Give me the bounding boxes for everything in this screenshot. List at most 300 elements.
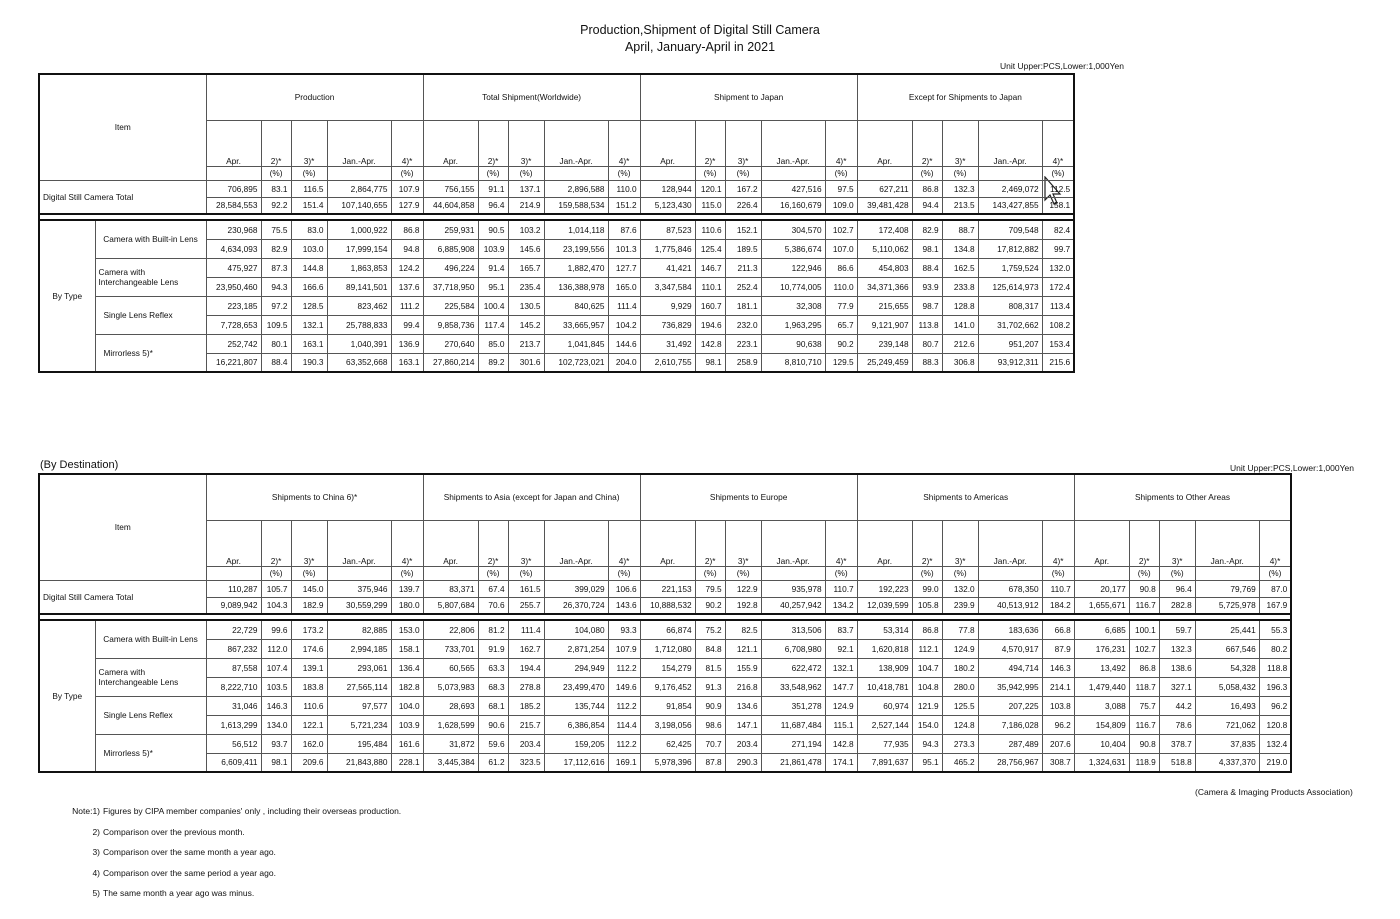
data-cell: 159,588,534 <box>544 197 608 214</box>
blank-header <box>978 166 1042 180</box>
data-cell: 28,756,967 <box>978 753 1042 772</box>
data-cell: 16,160,679 <box>761 197 825 214</box>
data-cell: 83,371 <box>423 580 478 597</box>
note-number: Note:1) <box>72 806 100 816</box>
data-cell: 145.2 <box>508 315 544 334</box>
data-cell: 230,968 <box>206 220 261 239</box>
page-title: Production,Shipment of Digital Still Camera <box>580 23 820 37</box>
col-janapr-header: Jan.-Apr. <box>327 120 391 166</box>
data-cell: 145.6 <box>508 239 544 258</box>
data-cell: 4,570,917 <box>978 639 1042 658</box>
data-cell: 152.1 <box>725 220 761 239</box>
data-cell: 109.5 <box>261 315 291 334</box>
data-cell: 167.2 <box>725 180 761 197</box>
data-cell: 98.1 <box>912 239 942 258</box>
data-cell: 27,860,214 <box>423 353 478 372</box>
data-cell: 4,337,370 <box>1195 753 1259 772</box>
data-cell: 142.8 <box>695 334 725 353</box>
data-cell: 9,089,942 <box>206 597 261 614</box>
data-cell: 221,153 <box>640 580 695 597</box>
data-cell: 5,058,432 <box>1195 677 1259 696</box>
data-cell: 139.1 <box>291 658 327 677</box>
data-cell: 63.3 <box>478 658 508 677</box>
data-cell: 104.8 <box>912 677 942 696</box>
type-row-label: Single Lens Reflex <box>95 296 206 334</box>
data-cell: 1,620,818 <box>857 639 912 658</box>
data-cell: 1,775,846 <box>640 239 695 258</box>
data-cell: 132.0 <box>1042 258 1074 277</box>
pct-header: (%) <box>825 566 857 580</box>
table-row <box>39 658 1291 677</box>
note-text: Comparison over the same month a year ago. <box>103 847 276 857</box>
data-cell: 273.3 <box>942 734 978 753</box>
data-cell: 196.3 <box>1259 677 1291 696</box>
data-cell: 23,950,460 <box>206 277 261 296</box>
data-cell: 518.8 <box>1159 753 1195 772</box>
data-cell: 165.7 <box>508 258 544 277</box>
data-cell: 53,314 <box>857 620 912 639</box>
col-janapr-header: Jan.-Apr. <box>761 120 825 166</box>
data-cell: 203.4 <box>508 734 544 753</box>
col-4-header: 4)* <box>1259 520 1291 566</box>
type-row-label: Camera with Built-in Lens <box>95 620 206 658</box>
pct-header: (%) <box>695 566 725 580</box>
page-subtitle: April, January-April in 2021 <box>624 40 776 54</box>
data-cell: 87.0 <box>1259 580 1291 597</box>
data-cell: 280.0 <box>942 677 978 696</box>
data-cell: 96.4 <box>1159 580 1195 597</box>
data-cell: 110.7 <box>1042 580 1074 597</box>
unit-note-1: Unit Upper:PCS,Lower:1,000Yen <box>1000 61 1124 71</box>
pct-header: (%) <box>1042 566 1074 580</box>
data-cell: 93,912,311 <box>978 353 1042 372</box>
pct-header: (%) <box>695 166 725 180</box>
data-cell: 93.7 <box>261 734 291 753</box>
blank-header <box>327 166 391 180</box>
data-cell: 182.8 <box>391 677 423 696</box>
data-cell: 111.2 <box>391 296 423 315</box>
data-cell: 112.0 <box>261 639 291 658</box>
group-header: Total Shipment(Worldwide) <box>423 74 640 120</box>
data-cell: 40,513,912 <box>978 597 1042 614</box>
group-header: Shipment to Japan <box>640 74 857 120</box>
data-cell: 166.6 <box>291 277 327 296</box>
data-cell: 11,687,484 <box>761 715 825 734</box>
data-cell: 79.5 <box>695 580 725 597</box>
blank-header <box>544 166 608 180</box>
data-cell: 154,809 <box>1074 715 1129 734</box>
data-cell: 378.7 <box>1159 734 1195 753</box>
data-cell: 98.1 <box>695 353 725 372</box>
data-cell: 121.1 <box>725 639 761 658</box>
data-cell: 90.2 <box>825 334 857 353</box>
col-2-header: 2)* <box>1129 520 1159 566</box>
data-cell: 16,221,807 <box>206 353 261 372</box>
data-cell: 90.8 <box>1129 734 1159 753</box>
data-cell: 9,858,736 <box>423 315 478 334</box>
data-cell: 145.0 <box>291 580 327 597</box>
data-cell: 110.6 <box>695 220 725 239</box>
data-cell: 135,744 <box>544 696 608 715</box>
data-cell: 124.8 <box>942 715 978 734</box>
data-cell: 104.0 <box>391 696 423 715</box>
data-cell: 80.7 <box>912 334 942 353</box>
data-cell: 6,885,908 <box>423 239 478 258</box>
data-cell: 112.2 <box>608 734 640 753</box>
data-cell: 86.8 <box>912 180 942 197</box>
data-cell: 44,604,858 <box>423 197 478 214</box>
data-cell: 721,062 <box>1195 715 1259 734</box>
pct-header: (%) <box>1042 166 1074 180</box>
blank-header <box>423 166 478 180</box>
data-cell: 138.6 <box>1159 658 1195 677</box>
data-cell: 1,655,671 <box>1074 597 1129 614</box>
data-cell: 235.4 <box>508 277 544 296</box>
data-cell: 86.8 <box>912 620 942 639</box>
data-cell: 40,257,942 <box>761 597 825 614</box>
data-cell: 136.9 <box>391 334 423 353</box>
note-item <box>62 868 276 878</box>
data-cell: 97,577 <box>327 696 391 715</box>
data-cell: 120.1 <box>695 180 725 197</box>
data-cell: 1,041,845 <box>544 334 608 353</box>
col-apr-header: Apr. <box>1074 520 1129 566</box>
association-footer: (Camera & Imaging Products Association) <box>1195 787 1353 797</box>
blank-header <box>544 566 608 580</box>
data-cell: 5,110,062 <box>857 239 912 258</box>
data-cell: 87.6 <box>608 220 640 239</box>
data-cell: 89,141,501 <box>327 277 391 296</box>
data-cell: 107.9 <box>391 180 423 197</box>
data-cell: 233.8 <box>942 277 978 296</box>
blank-header <box>206 566 261 580</box>
data-cell: 16,493 <box>1195 696 1259 715</box>
data-cell: 494,714 <box>978 658 1042 677</box>
data-cell: 91.4 <box>478 258 508 277</box>
data-cell: 270,640 <box>423 334 478 353</box>
data-cell: 103.0 <box>291 239 327 258</box>
data-cell: 207.6 <box>1042 734 1074 753</box>
data-cell: 55.3 <box>1259 620 1291 639</box>
data-cell: 143,427,855 <box>978 197 1042 214</box>
data-cell: 1,963,295 <box>761 315 825 334</box>
data-cell: 1,040,391 <box>327 334 391 353</box>
table-row <box>39 620 1291 639</box>
data-cell: 1,712,080 <box>640 639 695 658</box>
data-cell: 6,708,980 <box>761 639 825 658</box>
data-cell: 87.3 <box>261 258 291 277</box>
table-row <box>39 334 1074 353</box>
col-janapr-header: Jan.-Apr. <box>761 520 825 566</box>
data-cell: 79,769 <box>1195 580 1259 597</box>
pct-header: (%) <box>261 566 291 580</box>
data-cell: 132.4 <box>1259 734 1291 753</box>
data-cell: 823,462 <box>327 296 391 315</box>
data-cell: 118.7 <box>1129 677 1159 696</box>
pct-header: (%) <box>508 566 544 580</box>
data-cell: 180.0 <box>391 597 423 614</box>
data-cell: 8,222,710 <box>206 677 261 696</box>
data-cell: 12,039,599 <box>857 597 912 614</box>
data-cell: 169.1 <box>608 753 640 772</box>
data-cell: 39,481,428 <box>857 197 912 214</box>
data-cell: 5,807,684 <box>423 597 478 614</box>
data-cell: 1,759,524 <box>978 258 1042 277</box>
data-cell: 146.7 <box>695 258 725 277</box>
data-cell: 189.5 <box>725 239 761 258</box>
data-cell: 255.7 <box>508 597 544 614</box>
data-cell: 194.6 <box>695 315 725 334</box>
data-cell: 127.9 <box>391 197 423 214</box>
data-cell: 59.6 <box>478 734 508 753</box>
blank-header <box>761 166 825 180</box>
data-cell: 70.6 <box>478 597 508 614</box>
data-cell: 6,609,411 <box>206 753 261 772</box>
data-cell: 31,492 <box>640 334 695 353</box>
data-cell: 282.8 <box>1159 597 1195 614</box>
col-2-header: 2)* <box>912 520 942 566</box>
data-cell: 4,634,093 <box>206 239 261 258</box>
data-cell: 111.4 <box>608 296 640 315</box>
pct-header: (%) <box>291 566 327 580</box>
data-cell: 10,888,532 <box>640 597 695 614</box>
data-cell: 137.1 <box>508 180 544 197</box>
data-cell: 17,112,616 <box>544 753 608 772</box>
data-cell: 667,546 <box>1195 639 1259 658</box>
data-cell: 96.4 <box>478 197 508 214</box>
data-cell: 935,978 <box>761 580 825 597</box>
data-cell: 167.9 <box>1259 597 1291 614</box>
data-cell: 95.1 <box>912 753 942 772</box>
note-item <box>62 806 401 816</box>
data-cell: 107.0 <box>825 239 857 258</box>
data-cell: 117.4 <box>478 315 508 334</box>
blank-header <box>1195 566 1259 580</box>
data-cell: 182.9 <box>291 597 327 614</box>
table-row <box>39 677 1291 696</box>
data-cell: 209.6 <box>291 753 327 772</box>
data-cell: 8,810,710 <box>761 353 825 372</box>
data-cell: 85.0 <box>478 334 508 353</box>
data-cell: 154,279 <box>640 658 695 677</box>
col-janapr-header: Jan.-Apr. <box>327 520 391 566</box>
data-cell: 184.2 <box>1042 597 1074 614</box>
data-cell: 706,895 <box>206 180 261 197</box>
table-row <box>39 258 1074 277</box>
data-cell: 116.5 <box>291 180 327 197</box>
data-cell: 159,205 <box>544 734 608 753</box>
data-cell: 132.3 <box>1159 639 1195 658</box>
data-cell: 1,613,299 <box>206 715 261 734</box>
pct-header: (%) <box>508 166 544 180</box>
data-cell: 3,445,384 <box>423 753 478 772</box>
data-cell: 21,861,478 <box>761 753 825 772</box>
data-cell: 290.3 <box>725 753 761 772</box>
data-cell: 82,885 <box>327 620 391 639</box>
col-2-header: 2)* <box>261 120 291 166</box>
data-cell: 17,999,154 <box>327 239 391 258</box>
col-4-header: 4)* <box>1042 120 1074 166</box>
data-cell: 110,287 <box>206 580 261 597</box>
data-cell: 3,347,584 <box>640 277 695 296</box>
data-cell: 110.6 <box>291 696 327 715</box>
data-cell: 63,352,668 <box>327 353 391 372</box>
data-cell: 10,404 <box>1074 734 1129 753</box>
data-cell: 100.1 <box>1129 620 1159 639</box>
data-cell: 87,523 <box>640 220 695 239</box>
data-cell: 125.4 <box>695 239 725 258</box>
item-header: Item <box>39 74 206 180</box>
pct-header: (%) <box>391 566 423 580</box>
table-row <box>39 734 1291 753</box>
data-cell: 239,148 <box>857 334 912 353</box>
data-cell: 91.9 <box>478 639 508 658</box>
data-cell: 733,701 <box>423 639 478 658</box>
data-cell: 163.1 <box>291 334 327 353</box>
group-header: Shipments to Other Areas <box>1074 474 1291 520</box>
data-cell: 108.2 <box>1042 315 1074 334</box>
by-type-label: By Type <box>39 220 95 372</box>
data-cell: 83.0 <box>291 220 327 239</box>
data-cell: 172.4 <box>1042 277 1074 296</box>
data-cell: 5,386,674 <box>761 239 825 258</box>
data-cell: 225,584 <box>423 296 478 315</box>
data-cell: 112.5 <box>1042 180 1074 197</box>
data-cell: 125,614,973 <box>978 277 1042 296</box>
data-cell: 91.1 <box>478 180 508 197</box>
data-cell: 82.5 <box>725 620 761 639</box>
data-cell: 86.6 <box>825 258 857 277</box>
data-cell: 313,506 <box>761 620 825 639</box>
data-cell: 80.2 <box>1259 639 1291 658</box>
data-cell: 867,232 <box>206 639 261 658</box>
data-cell: 98.6 <box>695 715 725 734</box>
data-cell: 60,565 <box>423 658 478 677</box>
data-cell: 7,891,637 <box>857 753 912 772</box>
data-cell: 115.0 <box>695 197 725 214</box>
data-cell: 70.7 <box>695 734 725 753</box>
data-cell: 138,909 <box>857 658 912 677</box>
data-cell: 228.1 <box>391 753 423 772</box>
data-cell: 81.2 <box>478 620 508 639</box>
data-cell: 110.0 <box>825 277 857 296</box>
data-cell: 59.7 <box>1159 620 1195 639</box>
data-cell: 94.4 <box>912 197 942 214</box>
data-cell: 105.7 <box>261 580 291 597</box>
data-cell: 134.6 <box>725 696 761 715</box>
data-cell: 113.8 <box>912 315 942 334</box>
data-cell: 78.6 <box>1159 715 1195 734</box>
data-cell: 20,177 <box>1074 580 1129 597</box>
col-2-header: 2)* <box>912 120 942 166</box>
type-row-label: Mirrorless 5)* <box>95 734 206 772</box>
data-cell: 1,863,853 <box>327 258 391 277</box>
data-cell: 144.6 <box>608 334 640 353</box>
data-cell: 87.8 <box>695 753 725 772</box>
data-cell: 130.5 <box>508 296 544 315</box>
data-cell: 81.5 <box>695 658 725 677</box>
table-row <box>39 639 1291 658</box>
data-cell: 239.9 <box>942 597 978 614</box>
data-cell: 113.4 <box>1042 296 1074 315</box>
data-cell: 83.1 <box>261 180 291 197</box>
data-cell: 104,080 <box>544 620 608 639</box>
data-cell: 88.4 <box>261 353 291 372</box>
data-cell: 75.5 <box>261 220 291 239</box>
data-cell: 91,854 <box>640 696 695 715</box>
data-cell: 190.3 <box>291 353 327 372</box>
data-cell: 129.5 <box>825 353 857 372</box>
data-cell: 31,872 <box>423 734 478 753</box>
data-cell: 163.1 <box>391 353 423 372</box>
data-cell: 99.7 <box>1042 239 1074 258</box>
data-cell: 25,441 <box>1195 620 1259 639</box>
data-cell: 134.0 <box>261 715 291 734</box>
data-cell: 141.0 <box>942 315 978 334</box>
data-cell: 213.7 <box>508 334 544 353</box>
data-cell: 77.8 <box>942 620 978 639</box>
col-3-header: 3)* <box>725 120 761 166</box>
data-cell: 66,874 <box>640 620 695 639</box>
data-cell: 102,723,021 <box>544 353 608 372</box>
data-cell: 104.3 <box>261 597 291 614</box>
data-cell: 213.5 <box>942 197 978 214</box>
data-cell: 128.8 <box>942 296 978 315</box>
data-cell: 37,718,950 <box>423 277 478 296</box>
col-apr-header: Apr. <box>206 520 261 566</box>
data-cell: 110.1 <box>695 277 725 296</box>
data-cell: 173.2 <box>291 620 327 639</box>
data-cell: 151.4 <box>291 197 327 214</box>
data-cell: 88.7 <box>942 220 978 239</box>
blank-header <box>640 166 695 180</box>
data-cell: 75.2 <box>695 620 725 639</box>
data-cell: 134.8 <box>942 239 978 258</box>
data-cell: 399,029 <box>544 580 608 597</box>
data-cell: 219.0 <box>1259 753 1291 772</box>
data-cell: 1,628,599 <box>423 715 478 734</box>
data-cell: 1,479,440 <box>1074 677 1129 696</box>
data-cell: 9,176,452 <box>640 677 695 696</box>
data-cell: 174.1 <box>825 753 857 772</box>
data-cell: 5,978,396 <box>640 753 695 772</box>
data-cell: 375,946 <box>327 580 391 597</box>
data-cell: 153.0 <box>391 620 423 639</box>
data-cell: 211.3 <box>725 258 761 277</box>
data-cell: 17,812,882 <box>978 239 1042 258</box>
data-cell: 215.6 <box>1042 353 1074 372</box>
data-cell: 678,350 <box>978 580 1042 597</box>
data-cell: 132.0 <box>942 580 978 597</box>
data-cell: 149.6 <box>608 677 640 696</box>
data-cell: 278.8 <box>508 677 544 696</box>
data-cell: 840,625 <box>544 296 608 315</box>
data-cell: 103.2 <box>508 220 544 239</box>
data-cell: 185.2 <box>508 696 544 715</box>
pct-header: (%) <box>1159 566 1195 580</box>
pct-header: (%) <box>912 566 942 580</box>
data-cell: 98.1 <box>261 753 291 772</box>
col-4-header: 4)* <box>608 520 640 566</box>
data-cell: 223.1 <box>725 334 761 353</box>
data-cell: 158.1 <box>1042 197 1074 214</box>
col-4-header: 4)* <box>391 120 423 166</box>
data-cell: 306.8 <box>942 353 978 372</box>
data-cell: 174.6 <box>291 639 327 658</box>
data-cell: 90.6 <box>478 715 508 734</box>
data-cell: 98.7 <box>912 296 942 315</box>
data-cell: 112.2 <box>608 696 640 715</box>
